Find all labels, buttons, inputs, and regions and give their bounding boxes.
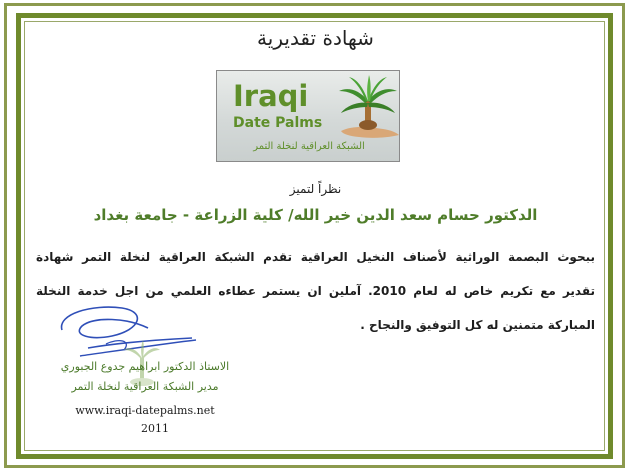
logo-arabic-name: الشبكة العراقية لنخلة التمر bbox=[253, 141, 365, 152]
logo-word-iraqi: Iraqi bbox=[233, 79, 309, 113]
website-link[interactable]: www.iraqi-datepalms.net bbox=[75, 404, 215, 417]
recipient-name: الدكتور حسام سعد الدين خير الله/ كلية الزراعة - جامعة بغداد bbox=[93, 206, 538, 224]
logo-word-date-palms: Date Palms bbox=[233, 115, 323, 131]
certificate-title: شهادة تقديرية bbox=[257, 26, 374, 50]
iraqi-date-palms-logo bbox=[216, 70, 400, 162]
certificate-body-line-3: المباركة متمنين له كل التوفيق والنجاح . bbox=[360, 318, 595, 332]
signatory-role: مدير الشبكة العراقية لنخلة التمر bbox=[71, 380, 219, 393]
certificate-year: 2011 bbox=[141, 422, 169, 435]
certificate-subtitle: نظراً لتميز bbox=[289, 182, 342, 196]
signatory-name: الاستاذ الدكتور ابراهيم جدوع الجبوري bbox=[60, 360, 230, 373]
palm-tree-on-hand-icon bbox=[335, 73, 401, 145]
certificate-body-line-2: تقدير مع تكريم خاص له لعام 2010. آملين ان يستمر عطاءه العلمي من اجل خدمة النخلة bbox=[36, 284, 595, 298]
certificate-body-line-1: ببحوث البصمة الوراثية لأصناف النخيل العراقية تقدم الشبكة العراقية لنخلة التمر شهادة bbox=[36, 250, 595, 264]
